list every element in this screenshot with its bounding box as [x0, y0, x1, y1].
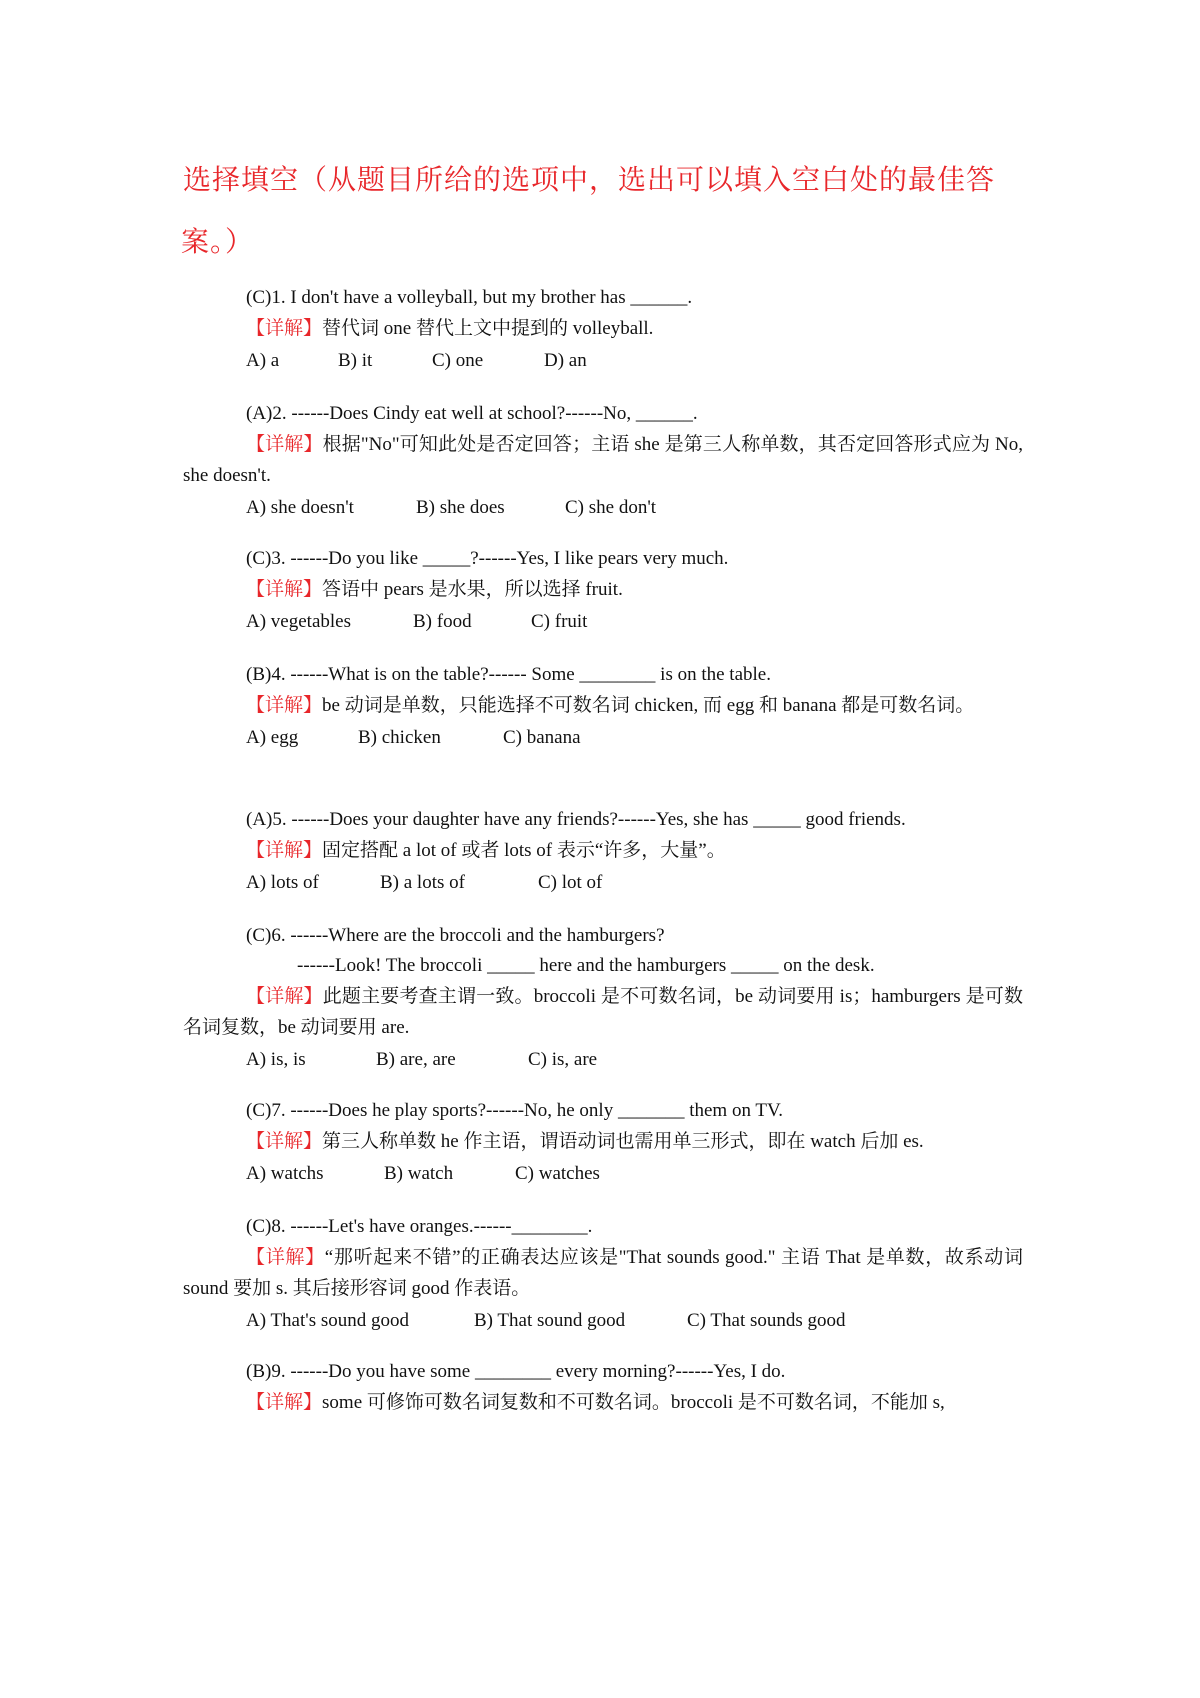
question-stem: (C)6. ------Where are the broccoli and the hamburgers?: [246, 925, 665, 946]
question-detail: [183, 1387, 1023, 1418]
option: A) vegetables: [246, 611, 351, 632]
question-detail: [183, 429, 1023, 491]
question-stem: (C)8. ------Let's have oranges.------________.: [246, 1216, 593, 1237]
detail-tag: 【详解】: [246, 1131, 323, 1152]
option: C) is, are: [528, 1049, 598, 1070]
option: C) That sounds good: [687, 1310, 846, 1331]
question-8: [183, 1212, 1023, 1336]
option: C) fruit: [531, 611, 588, 632]
question-2: [183, 399, 1023, 523]
option: B) watch: [384, 1163, 454, 1184]
question-stem: (B)9. ------Do you have some ________ every morning?------Yes, I do.: [246, 1361, 786, 1382]
question-stem: (C)3. ------Do you like _____?------Yes, I like pears very much.: [246, 548, 729, 569]
option: B) food: [413, 611, 472, 632]
question-3: [183, 544, 1023, 637]
question-detail: [183, 690, 1023, 721]
page-title: [183, 150, 1033, 274]
option: A) is, is: [246, 1049, 306, 1070]
title-line-2: 案。）: [181, 227, 255, 258]
option: C) she don't: [565, 497, 657, 518]
detail-tag: 【详解】: [246, 434, 323, 455]
question-stem: (C)7. ------Does he play sports?------No, he only _______ them on TV.: [246, 1100, 783, 1121]
option: A) That's sound good: [246, 1310, 409, 1331]
option: B) it: [338, 350, 373, 371]
options: [183, 1045, 1023, 1075]
option: A) she doesn't: [246, 497, 354, 518]
title-line-1: 选择填空（从题目所给的选项中，选出可以填入空白处的最佳答: [183, 165, 996, 196]
question-5: [183, 805, 1023, 898]
options: [183, 868, 1023, 898]
option: A) lots of: [246, 872, 319, 893]
detail-text: 第三人称单数 he 作主语，谓语动词也需用单三形式，即在 watch 后加 es.: [322, 1131, 924, 1152]
detail-text: 根据"No"可知此处是否定回答；主语 she 是第三人称单数，其否定回答形式应为 No, she doesn't.: [183, 434, 1023, 486]
options: [183, 1159, 1023, 1189]
option: C) watches: [515, 1163, 600, 1184]
detail-tag: 【详解】: [246, 986, 323, 1007]
question-stem: (A)5. ------Does your daughter have any friends?------Yes, she has _____ good friends.: [246, 809, 906, 830]
question-detail: [183, 574, 1023, 605]
detail-text: 替代词 one 替代上文中提到的 volleyball.: [322, 318, 654, 339]
question-stem: (C)1. I don't have a volleyball, but my brother has ______.: [246, 287, 693, 308]
question-1: [183, 283, 1023, 376]
option: B) That sound good: [474, 1310, 626, 1331]
question-7: [183, 1096, 1023, 1189]
options: [183, 723, 1023, 753]
detail-text: 此题主要考查主谓一致。broccoli 是不可数名词，be 动词要用 is；hamburgers 是可数名词复数，be 动词要用 are.: [183, 986, 1023, 1038]
detail-text: some 可修饰可数名词复数和不可数名词。broccoli 是不可数名词，不能加 s,: [322, 1392, 945, 1413]
question-detail: [183, 1126, 1023, 1157]
options: [183, 1306, 1023, 1336]
question-detail: [183, 835, 1023, 866]
detail-tag: 【详解】: [246, 579, 323, 600]
question-stem-line-2: ------Look! The broccoli _____ here and the hamburgers _____ on the desk.: [297, 955, 875, 976]
option: B) are, are: [376, 1049, 456, 1070]
detail-tag: 【详解】: [246, 1392, 323, 1413]
detail-text: 固定搭配 a lot of 或者 lots of 表示“许多，大量”。: [322, 840, 726, 861]
option: C) banana: [503, 727, 581, 748]
question-4: [183, 660, 1023, 753]
detail-tag: 【详解】: [246, 840, 323, 861]
option: B) chicken: [358, 727, 441, 748]
detail-text: “那听起来不错”的正确表达应该是"That sounds good." 主语 That 是单数，故系动词 sound 要加 s. 其后接形容词 good 作表语。: [183, 1247, 1023, 1299]
question-stem: (B)4. ------What is on the table?------ Some ________ is on the table.: [246, 664, 771, 685]
question-detail: [183, 313, 1023, 344]
detail-tag: 【详解】: [246, 318, 323, 339]
option: C) one: [432, 350, 484, 371]
option: C) lot of: [538, 872, 603, 893]
options: [183, 607, 1023, 637]
detail-tag: 【详解】: [246, 1247, 325, 1268]
detail-text: 答语中 pears 是水果，所以选择 fruit.: [322, 579, 623, 600]
question-stem: (A)2. ------Does Cindy eat well at school?------No, ______.: [246, 403, 698, 424]
detail-text: be 动词是单数，只能选择不可数名词 chicken, 而 egg 和 banana 都是可数名词。: [322, 695, 975, 716]
options: [183, 493, 1023, 523]
option: A) a: [246, 350, 280, 371]
question-detail: [183, 1242, 1023, 1304]
options: [183, 346, 1023, 376]
option: D) an: [544, 350, 587, 371]
option: A) watchs: [246, 1163, 324, 1184]
option: B) she does: [416, 497, 505, 518]
question-6: [183, 921, 1023, 1075]
question-detail: [183, 981, 1023, 1043]
question-9: [183, 1357, 1023, 1418]
option: B) a lots of: [380, 872, 465, 893]
option: A) egg: [246, 727, 299, 748]
detail-tag: 【详解】: [246, 695, 323, 716]
